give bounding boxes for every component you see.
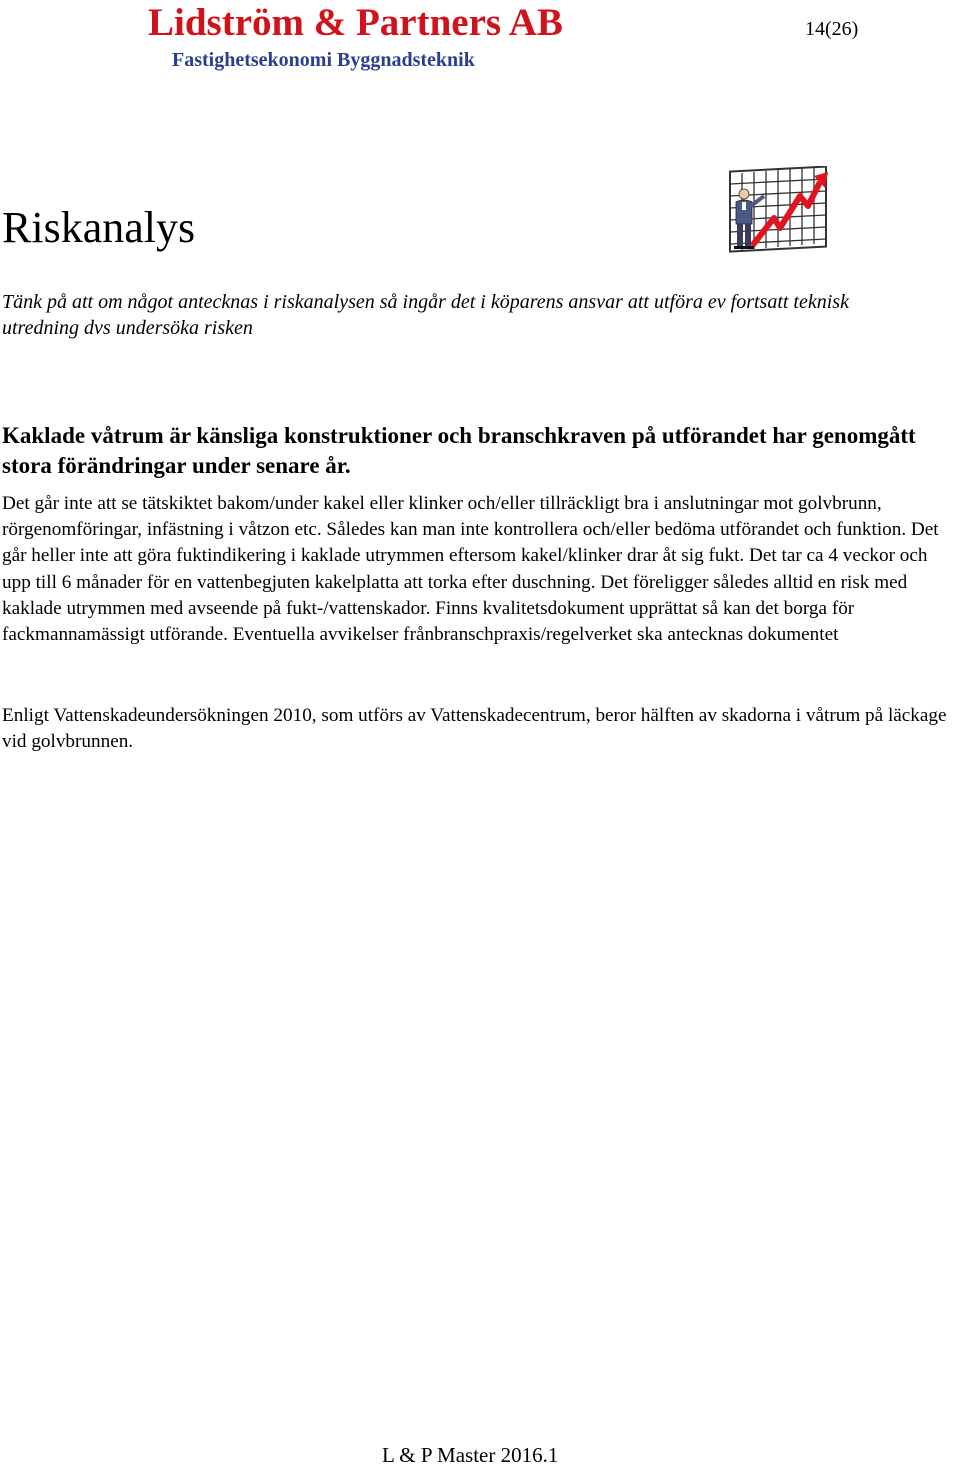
- section-title: Riskanalys: [2, 203, 196, 252]
- page-number: 14(26): [805, 18, 859, 40]
- company-name: Lidström & Partners AB: [148, 1, 563, 44]
- intro-note: Tänk på att om något antecknas i riskanalysen så ingår det i köparens ansvar att utföra ev fortsatt teknisk utredning dvs undersöka risken: [2, 291, 849, 339]
- lead-heading: Kaklade våtrum är känsliga konstruktioner och branschkraven på utförandet har genomgått stora förändringar under senare år.: [2, 423, 916, 478]
- footer: L & P Master 2016.1: [382, 1443, 559, 1467]
- rising-chart-businessman-icon: [722, 166, 830, 258]
- body-paragraph-2: Enligt Vattenskadeundersökningen 2010, som utförs av Vattenskadecentrum, beror hälften av skadorna i våtrum på läckage vid golvbrunnen.: [2, 705, 947, 753]
- body-paragraph: Det går inte att se tätskiktet bakom/under kakel eller klinker och/eller tillräckligt bra i anslutningar mot golvbrunn, rörgenomföringar, infästning i våtzon etc. Således kan man inte kontrollera och/eller bedöma utförandet och funktion. Det går heller inte att göra fuktindikering i kaklade utrymmen eftersom kakel/klinker drar åt sig fukt. Det tar ca 4 veckor och upp till 6 månader för en vattenbegjuten kakelplatta att torka efter duschning. Det föreligger således alltid en risk med kaklade utrymmen med avseende på fukt-/vattenskador. Finns kvalitetsdokument upprättat så kan det borga för fackmannamässigt utförande. Eventuella avvikelser frånbranschpraxis/regelverket ska antecknas dokumentet: [2, 493, 939, 646]
- company-subtitle: Fastighetsekonomi Byggnadsteknik: [172, 49, 475, 71]
